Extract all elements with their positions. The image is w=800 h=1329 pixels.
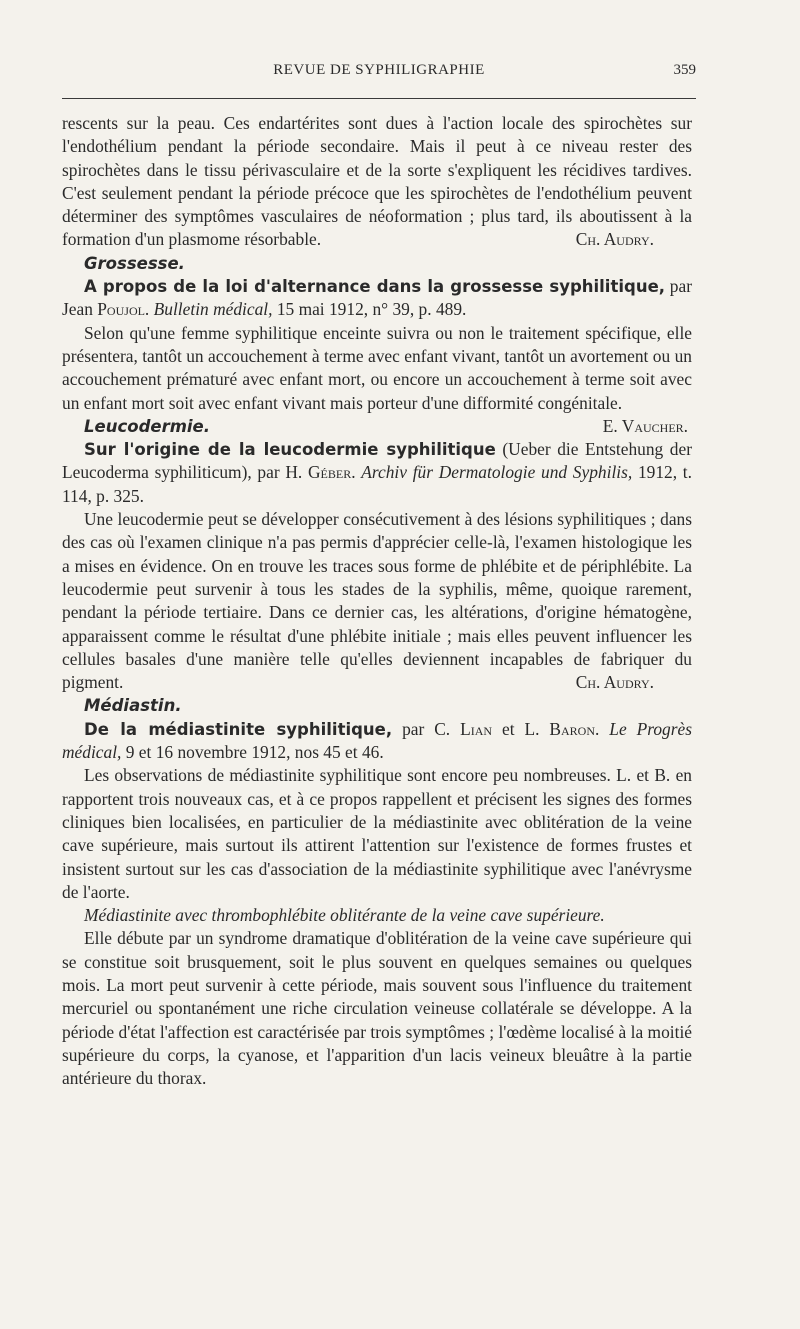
ref-author-lian: Lian <box>460 718 493 739</box>
ref-journal: Le Progrès médical, <box>62 718 692 763</box>
paragraph-mediastin-2: Elle débute par un syndrome dramatique d'oblitération de la veine cave supérieure qui se constitue soit brusquement, soit le plus souvent en quelques semaines ou quelques mois. La mort peut survenir à cette période, mais souvent sous l'influence du traitement mercuriel ou spontanément une riche circulation veineuse collatérale se développe. A la période d'état l'affection est caractérisée par trois symptômes ; l'œdème localisé à la moitié supérieure du corps, la cyanose, et l'apparition d'un lacis veineux bleuâtre à la partie antérieure du thorax. <box>62 928 692 1089</box>
paragraph-text: Une leucodermie peut se développer consécutivement à des lésions syphilitiques ; dans des cas où l'examen clinique n'a pas permis d'apprécier celle-là, l'examen histologique les a mises en évidence. On en trouve les traces sous forme de phlébite et de périphlébite. La leucodermie peut survenir à tous les stades de la syphilis, même, quoique rarement, pendant la période tertiaire. Dans ce dernier cas, les altérations, d'origine hématogène, apparaissent comme le résultat d'une phlébite initiale ; mais elles peuvent influencer les cellules basales d'une manière telle qu'elles deviennent incapables de fabriquer du pigment. <box>62 509 692 693</box>
paragraph-leucodermie <box>62 508 692 694</box>
header-rule <box>62 98 696 99</box>
article-title-leucodermie: Sur l'origine de la leucodermie syphilitique <box>84 440 496 460</box>
subheading-thrombophlebite: Médiastinite avec thrombophlébite oblitérante de la veine cave supérieure. <box>84 905 605 926</box>
ref-author: Géber. <box>307 462 356 483</box>
signature-audry: Ch. Audry. <box>575 672 654 693</box>
article-title-mediastin: De la médiastinite syphilitique, <box>84 719 393 739</box>
ref-journal: Archiv für Dermatologie und Syphilis, <box>361 462 633 483</box>
paragraph-mediastin-1: Les observations de médiastinite syphilitique sont encore peu nombreuses. L. et B. en rapportent trois nouveaux cas, et à ce propos rappellent et précisent les signes des formes cliniques bien localisées, en particulier de la médiastinite avec oblitération de la veine cave supérieure, mais surtout ils attirent l'attention sur l'existence de formes frustes et insistent surtout sur les cas d'association de la médiastinite syphilitique avec l'anévrysme de l'aorte. <box>62 765 692 902</box>
running-title: REVUE DE SYPHILIGRAPHIE <box>273 62 485 78</box>
article-ref-leucodermie <box>62 438 692 508</box>
signature-vaucher: E. Vaucher. <box>602 415 688 436</box>
article-ref-mediastin <box>62 718 692 765</box>
intro-paragraph <box>62 112 692 252</box>
ref-journal: Bulletin médical, <box>153 299 273 320</box>
paragraph-text: Selon qu'une femme syphilitique enceinte suivra ou non le traitement spécifique, elle présentera, tantôt un accouchement à terme avec enfant vivant, tantôt un avortement ou un accouchement prématuré avec enfant mort, ou encore un accouchement à terme soit avec un enfant mort soit avec enfant vivant mais porteur d'une difformité congénitale. <box>62 322 692 413</box>
ref-prefix: par Jean <box>62 276 692 320</box>
article-ref-grossesse <box>62 275 692 322</box>
ref-author: Poujol. <box>97 299 150 320</box>
section-heading-grossesse: Grossesse. <box>84 253 185 273</box>
ref-details: 1912, t. 114, p. 325. <box>62 462 692 506</box>
running-head <box>62 62 696 84</box>
ref-author-baron: Baron. <box>549 718 600 739</box>
section-heading-mediastin: Médiastin. <box>84 696 182 716</box>
ref-details: 15 mai 1912, n° 39, p. 489. <box>276 299 467 320</box>
section-heading-leucodermie: Leucodermie. <box>84 416 211 436</box>
intro-text: rescents sur la peau. Ces endartérites sont dues à l'action locale des spirochètes sur l'endothélium pendant la période secondaire. Mais il peut à ce niveau rester des spirochètes dans le tissu périvasculaire et de la sorte s'expliquent les récidives tardives. C'est seulement pendant la période précoce que les spirochètes de l'endothélium peuvent déterminer des symptômes vasculaires de néoformation ; plus tard, ils aboutissent à la formation d'un plasmome résorbable. <box>62 113 692 250</box>
ref-and: et L. <box>502 718 540 739</box>
page-number: 359 <box>673 62 696 78</box>
ref-details: 9 et 16 novembre 1912, nos 45 et 46. <box>125 742 384 763</box>
article-title-grossesse: A propos de la loi d'alternance dans la grossesse syphilitique, <box>84 277 666 297</box>
ref-prefix: par C. <box>402 718 451 739</box>
ref-rest: (Ueber die Entstehung der Leucoderma syphiliticum), par H. <box>62 439 692 483</box>
intro-signature: Ch. Audry. <box>575 229 654 250</box>
body-text <box>62 112 692 1090</box>
